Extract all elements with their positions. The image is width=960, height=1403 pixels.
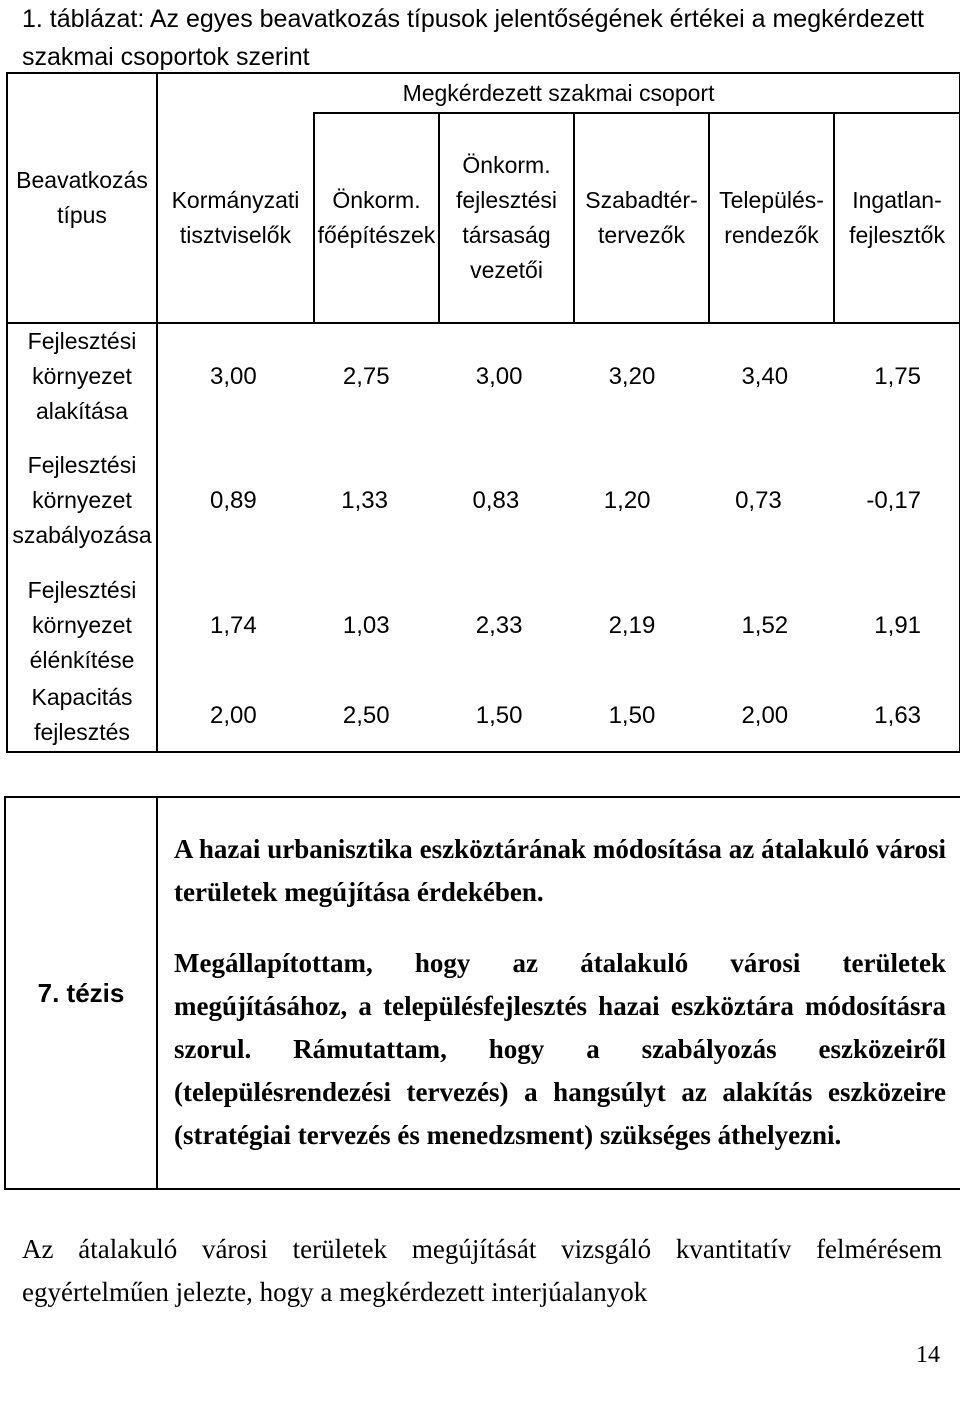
thesis-spacer <box>174 914 946 942</box>
results-table <box>6 72 960 753</box>
col-header-text: Önkorm. fejlesztési társaság vezetői <box>456 152 557 283</box>
row-type-header <box>7 73 157 323</box>
value-cell: 1,74 <box>210 612 257 639</box>
row-label: Fejlesztési környezet alakítása <box>7 323 157 429</box>
value-cell: 1,50 <box>475 701 523 729</box>
thesis-body: Megállapítottam, hogy az átalakuló városi területek megújításához, a településfejlesztés hazai eszköztára módosításra szorul. Rámutattam, hogy a szabályozás eszközeiről (településrendezési tervezés) a hangsúlyt az alakítás eszközeire (stratégiai tervezés és menedzsment) szükséges áthelyezni. <box>174 947 946 1150</box>
table-caption: 1. táblázat: Az egyes beavatkozás típusok jelentőségének értékei a megkérdezett szakmai csoportok szerint <box>22 5 924 71</box>
col-header-text: Település-rendezők <box>719 187 824 248</box>
value-cell: 2,00 <box>210 701 257 729</box>
value-cell: 2,50 <box>342 701 390 729</box>
col-header-ingatlan <box>834 113 960 323</box>
group-header: Megkérdezett szakmai csoport <box>157 73 960 113</box>
col-header-kormanyzati <box>157 113 314 323</box>
col-header-text: Szabadtér-tervezők <box>585 187 698 248</box>
col-header-fepitesz <box>314 113 439 323</box>
value-cell: 2,19 <box>608 612 656 639</box>
col-header-text: Kormányzati tisztviselők <box>171 186 300 248</box>
col-header-fejlesztesi-tarsasag <box>439 113 574 323</box>
row-values <box>157 572 960 679</box>
value-cell: 0,73 <box>735 487 782 514</box>
value-cell: 3,00 <box>210 363 257 390</box>
value-cell: 2,75 <box>342 363 390 390</box>
body-paragraph: Az átalakuló városi területek megújítását vizsgáló kvantitatív felmérésem egyértelműen jelezte, hogy a megkérdezett interjúalanyok <box>22 1234 942 1307</box>
value-cell: 1,20 <box>603 487 651 514</box>
value-cell: 2,00 <box>741 701 789 729</box>
value-cell: 3,40 <box>741 363 789 390</box>
col-header-telepules <box>709 113 834 323</box>
value-cell: 1,63 <box>874 701 922 729</box>
value-cell: 1,03 <box>342 612 390 639</box>
value-cell: 1,75 <box>874 363 922 390</box>
value-cell: 3,00 <box>475 363 523 390</box>
thesis-content <box>157 797 960 1189</box>
thesis-label: 7. tézis <box>5 797 157 1189</box>
value-cell: 2,33 <box>475 612 523 639</box>
thesis-box <box>4 796 960 1190</box>
col-header-text: Ingatlan-fejlesztők <box>849 187 945 248</box>
col-header-text: Önkorm. főépítészek <box>317 187 436 248</box>
value-cell: 0,83 <box>472 487 520 514</box>
value-cell: 1,33 <box>341 487 388 514</box>
table-row <box>7 323 960 429</box>
value-cell: -0,17 <box>866 487 922 514</box>
table-row <box>7 679 960 752</box>
value-cell: 1,52 <box>741 612 789 639</box>
row-label: Fejlesztési környezet élénkítése <box>7 572 157 679</box>
row-label: Fejlesztési környezet szabályozása <box>7 429 157 572</box>
row-type-header-text: Beavatkozás típus <box>16 167 148 228</box>
table-row <box>7 572 960 679</box>
value-cell: 1,50 <box>608 701 656 729</box>
value-cell: 3,20 <box>608 363 656 390</box>
thesis-title: A hazai urbanisztika eszköztárának módosítása az átalakuló városi területek megújítása érdekében. <box>174 833 946 907</box>
page-number: 14 <box>916 1342 940 1368</box>
value-cell: 1,91 <box>874 612 922 639</box>
row-values <box>157 323 960 429</box>
value-cell: 0,89 <box>210 487 257 514</box>
row-values <box>157 429 960 572</box>
row-values <box>157 679 960 752</box>
row-label: Kapacitás fejlesztés <box>7 679 157 752</box>
col-header-szabadter <box>574 113 709 323</box>
table-row <box>7 429 960 572</box>
